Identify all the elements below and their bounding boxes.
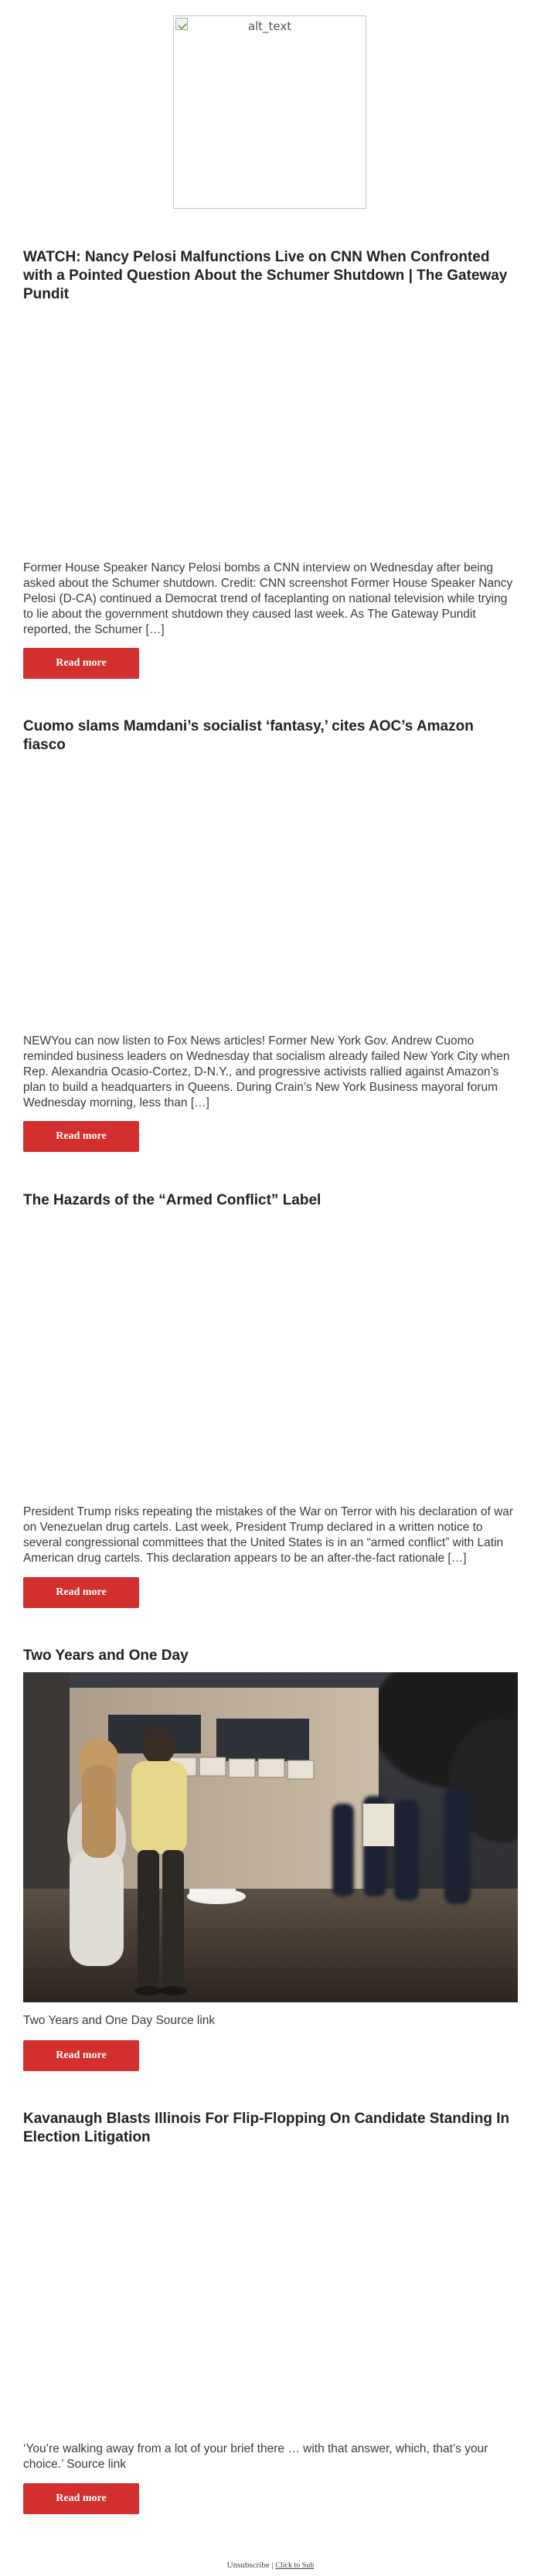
article-3-summary: President Trump risks repeating the mistakes of the War on Terror with his declaration of war on Venezuelan drug cartels. Last week, President Trump declared in a written notice to several congressional committees that the United States is in an “armed conflict” with Latin American drug cartels. This declaration appears to be an after-the-fact rationale […] [23,1505,514,1565]
footer [0,2561,541,2570]
article-5-title[interactable]: Kavanaugh Blasts Illinois For Flip-Flopping On Candidate Standing In Election Litigation [23,2111,510,2145]
unsubscribe-label: Unsubscribe [226,2561,270,2570]
article-4-photo[interactable] [23,1672,518,2002]
article-5-read-more-button[interactable]: Read more [23,2483,139,2514]
subscribe-link[interactable]: Click to Sub [275,2561,315,2570]
article-3-title[interactable]: The Hazards of the “Armed Conflict” Label [23,1192,322,1208]
article-5-summary: ‘You’re walking away from a lot of your brief there … with that answer, which, that’s your choice.’ Source link [23,2442,488,2471]
logo-alt-text: alt_text [247,19,292,33]
article-3-read-more-button[interactable]: Read more [23,1577,139,1608]
logo-image-placeholder [173,15,366,209]
memorial-scene-illustration [23,1672,518,2002]
article-4-title[interactable]: Two Years and One Day [23,1647,189,1664]
article-1-title[interactable]: WATCH: Nancy Pelosi Malfunctions Live on CNN When Confronted with a Pointed Question About the Schumer Shutdown | The Gateway Pundit [23,249,508,302]
article-1-read-more-button[interactable]: Read more [23,648,139,679]
article-2-summary: NEWYou can now listen to Fox News articles! Former New York Gov. Andrew Cuomo reminded business leaders on Wednesday that socialism already failed New York City when Rep. Alexandria Ocasio-Cortez, D-N.Y., and progressive activists rallied against Amazon’s plan to build a headquarters in Queens. During Crain’s New York Business mayoral forum Wednesday morning, less than […] [23,1034,510,1109]
article-2-title[interactable]: Cuomo slams Mamdani’s socialist ‘fantasy,’ cites AOC’s Amazon fiasco [23,718,474,753]
article-1-summary: Former House Speaker Nancy Pelosi bombs a CNN interview on Wednesday after being asked about the Schumer shutdown. Credit: CNN screenshot Former House Speaker Nancy Pelosi (D-CA) continued a Democrat trend of faceplanting on national television while trying to lie about the government shutdown they caused last week. As The Gateway Pundit reported, the Schumer […] [23,561,513,636]
article-4-summary: Two Years and One Day Source link [23,2014,216,2027]
article-2-read-more-button[interactable]: Read more [23,1121,139,1152]
footer-separator: | [271,2561,274,2570]
article-4-read-more-button[interactable]: Read more [23,2040,139,2071]
